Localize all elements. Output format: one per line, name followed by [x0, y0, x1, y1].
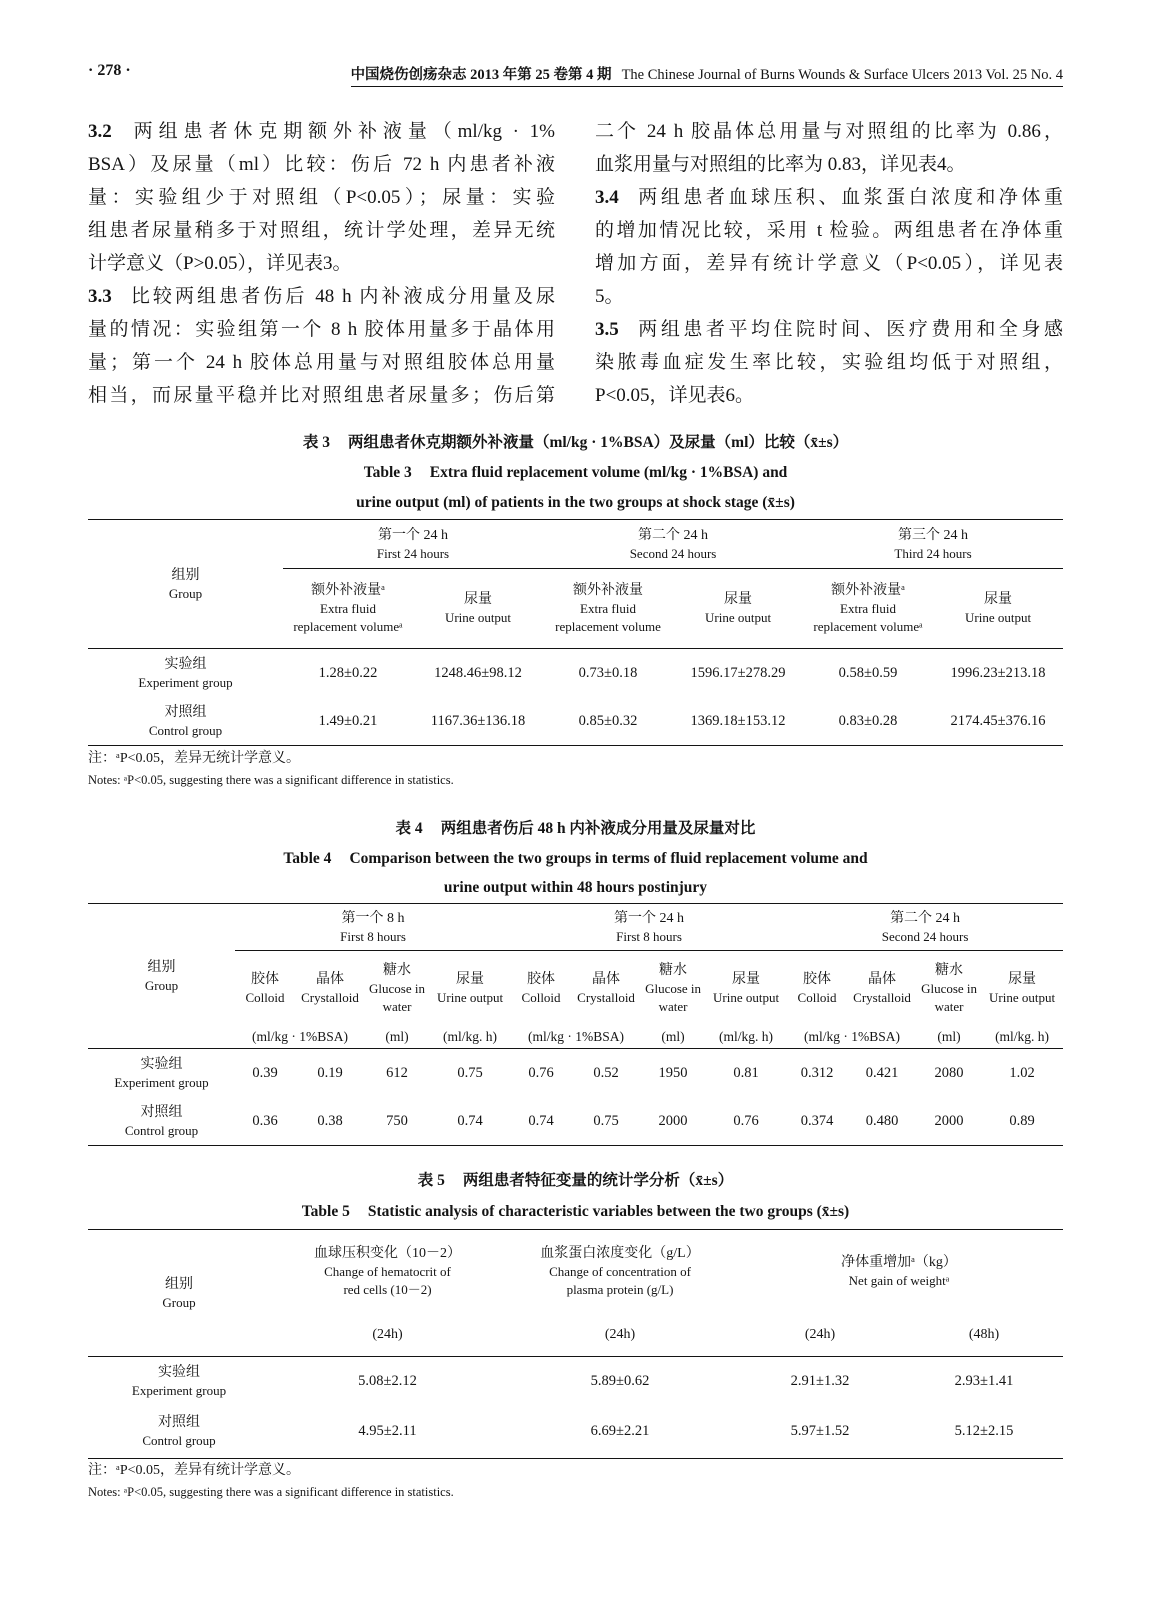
caption-label: 表 5	[417, 1172, 445, 1189]
time-label: (24h)	[505, 1314, 735, 1357]
caption-en	[88, 458, 1063, 488]
table-cell: 1.28±0.22	[318, 664, 378, 681]
body-line	[88, 280, 555, 313]
journal-title	[351, 63, 1063, 87]
table-header-row	[88, 904, 1063, 951]
journal-title-cn: 中国烧伤创疡杂志 2013 年第 25 卷第 4 期	[350, 67, 612, 83]
column-header-cn: 尿量	[456, 971, 485, 987]
group-header-cn: 组别	[147, 959, 176, 975]
table-subheader-row	[88, 951, 1063, 1026]
column-header-cn: 晶体	[868, 971, 897, 987]
body-text: 两组患者血球压积、血浆蛋白浓度和净体重	[634, 187, 1063, 208]
body-line	[595, 181, 1063, 214]
column-header-en: Urine output	[444, 610, 512, 625]
unit-label: (ml/kg · 1%BSA)	[235, 1026, 365, 1049]
table-cell: 0.312	[800, 1064, 834, 1081]
body-text: BSA）及尿量（ml）比较：伤后 72 h 内患者补液	[88, 154, 555, 175]
table-cell: 5.89±0.62	[590, 1372, 650, 1389]
table-cell: 0.89	[1009, 1112, 1035, 1129]
body-line	[595, 148, 1063, 181]
unit-label: (ml)	[917, 1026, 981, 1049]
period-en: Second 24 hours	[881, 928, 969, 944]
period-header	[543, 520, 803, 569]
caption-cn	[88, 1165, 1063, 1196]
column-header	[235, 951, 295, 1026]
column-header-cn: 糖水	[659, 962, 688, 978]
table-cell: 0.52	[593, 1064, 619, 1081]
group-cn: 对照组	[164, 704, 207, 720]
unit-label: (ml/kg. h)	[705, 1026, 787, 1049]
column-header	[933, 569, 1063, 649]
caption-title: 两组患者休克期额外补液量（ml/kg · 1%BSA）及尿量（ml）比较（x̄±s）	[347, 434, 849, 451]
section-number: 3.5	[595, 319, 619, 340]
unit-label: (ml/kg. h)	[981, 1026, 1063, 1049]
table-cell: 5.08±2.12	[358, 1372, 417, 1389]
note-cn: 注：ᵃP<0.05，差异无统计学意义。	[88, 751, 301, 766]
table-row	[88, 1357, 1063, 1406]
body-line	[595, 313, 1063, 346]
column-header-en: plasma protein (g/L)	[566, 1282, 674, 1298]
group-cell	[88, 649, 283, 698]
caption-cn	[88, 428, 1063, 458]
body-text: 两组患者平均住院时间、医疗费用和全身感	[634, 319, 1063, 340]
body-line	[595, 346, 1063, 379]
table-cell: 0.85±0.32	[578, 712, 638, 729]
table-cell: 2000	[658, 1112, 688, 1129]
table-cell: 2174.45±376.16	[950, 712, 1046, 729]
table-cell: 1.49±0.21	[318, 712, 378, 729]
caption-label: Table 5	[301, 1203, 350, 1220]
body-text: 计学意义（P>0.05），详见表3。	[88, 253, 352, 274]
column-header	[917, 951, 981, 1026]
period-en: First 8 hours	[340, 928, 406, 944]
body-line	[88, 247, 555, 280]
body-line	[88, 115, 555, 148]
column-header-en: Extra fluid	[580, 601, 636, 616]
table-cell: 1996.23±213.18	[950, 664, 1046, 681]
column-header-en: Crystalloid	[853, 989, 911, 1005]
column-header-en: Extra fluid	[840, 601, 897, 616]
period-cn: 第一个 24 h	[614, 910, 685, 926]
column-header	[429, 951, 511, 1026]
column-header-en: Urine output	[704, 610, 772, 625]
period-cn: 第一个 8 h	[341, 910, 405, 926]
column-header	[803, 569, 933, 649]
caption-en-continued: urine output within 48 hours postinjury	[443, 879, 708, 896]
column-header	[787, 951, 847, 1026]
unit-label: (ml)	[365, 1026, 429, 1049]
caption-en-continued: urine output (ml) of patients in the two groups at shock stage (x̄±s)	[356, 494, 795, 511]
caption-cn	[88, 814, 1063, 844]
body-line	[595, 280, 1063, 313]
period-cn: 第一个 24 h	[378, 527, 448, 543]
table-cell: 0.38	[317, 1112, 343, 1129]
caption-en	[88, 844, 1063, 874]
group-en: Control group	[142, 1433, 216, 1449]
unit-label: (ml/kg. h)	[429, 1026, 511, 1049]
table-cell: 1167.36±136.18	[430, 712, 526, 729]
table-4-caption	[88, 814, 1063, 902]
column-header-en: red cells (10－2)	[343, 1282, 432, 1298]
table-cell: 1369.18±153.12	[690, 712, 786, 729]
caption-label: Table 4	[283, 850, 332, 867]
period-header	[283, 520, 543, 569]
period-header	[787, 904, 1063, 951]
caption-title: 两组患者伤后 48 h 内补液成分用量及尿量对比	[440, 820, 756, 837]
column-header-cn: 胶体	[527, 971, 556, 987]
section-number: 3.2	[88, 121, 112, 142]
column-header-en: replacement volumeᵃ	[293, 619, 403, 634]
body-line	[88, 313, 555, 346]
group-cn: 对照组	[158, 1415, 200, 1431]
table-3-notes	[88, 748, 1063, 790]
body-right-column	[595, 115, 1063, 412]
table-cell: 4.95±2.11	[358, 1423, 417, 1440]
period-en: First 8 hours	[616, 928, 682, 944]
caption-title: Statistic analysis of characteristic variables between the two groups (x̄±s)	[367, 1203, 850, 1220]
body-text: 组患者尿量稍多于对照组，统计学处理，差异无统	[88, 220, 555, 241]
body-line	[595, 214, 1063, 247]
body-line	[88, 379, 555, 412]
note-en: Notes: ᵃP<0.05, suggesting there was a significant difference in statistics.	[88, 773, 454, 787]
group-cn: 实验组	[158, 1364, 200, 1380]
column-header-en: Colloid	[797, 989, 837, 1005]
section-number: 3.3	[88, 286, 112, 307]
body-line	[88, 214, 555, 247]
column-header	[365, 951, 429, 1026]
group-en: Experiment group	[131, 1382, 227, 1398]
column-header	[571, 951, 641, 1026]
body-line	[88, 346, 555, 379]
table-cell: 1.02	[1009, 1064, 1035, 1081]
table-cell: 0.58±0.59	[838, 664, 898, 681]
table-cell: 612	[386, 1064, 408, 1081]
table-header-row	[88, 520, 1063, 569]
period-cn: 第二个 24 h	[638, 527, 709, 543]
caption-label: 表 4	[395, 820, 423, 837]
table-header-row	[88, 1230, 1063, 1314]
column-header-en: replacement volume	[555, 619, 661, 634]
table-row	[88, 1406, 1063, 1459]
caption-title: Comparison between the two groups in terms of fluid replacement volume and	[349, 850, 868, 867]
body-text: 量：实验组少于对照组（P<0.05）；尿量：实验	[88, 187, 555, 208]
page-header	[88, 60, 1063, 88]
body-text: 比较两组患者伤后 48 h 内补液成分用量及尿	[127, 286, 555, 307]
body-left-column	[88, 115, 555, 412]
column-header-en: Glucose in water	[921, 980, 978, 1014]
body-text: 二个 24 h 胶晶体总用量与对照组的比率为 0.86，	[595, 121, 1063, 142]
group-header-cell	[88, 520, 283, 649]
table-cell: 1596.17±278.29	[690, 664, 786, 681]
column-header-en: replacement volumeᵃ	[813, 619, 923, 634]
table-row	[88, 698, 1063, 746]
column-header-en: Change of concentration of	[549, 1264, 691, 1280]
group-header-en: Group	[162, 1294, 196, 1310]
period-header	[803, 520, 1063, 569]
caption-title: 两组患者特征变量的统计学分析（x̄±s）	[462, 1172, 734, 1189]
column-header-cn: 晶体	[316, 971, 344, 987]
body-text: 量的情况：实验组第一个 8 h 胶体用量多于晶体用	[88, 319, 555, 340]
column-header-cn: 糖水	[383, 962, 411, 978]
page-number: · 278 ·	[88, 62, 131, 79]
period-cn: 第二个 24 h	[890, 910, 961, 926]
table-cell: 0.480	[865, 1112, 899, 1129]
column-header-en: Change of hematocrit of	[324, 1264, 451, 1280]
group-cn: 实验组	[164, 656, 207, 672]
table-cell: 1950	[658, 1064, 688, 1081]
column-header	[847, 951, 917, 1026]
unit-label: (ml/kg · 1%BSA)	[787, 1026, 917, 1049]
table-cell: 750	[386, 1112, 408, 1129]
group-cell	[88, 698, 283, 746]
column-header	[735, 1230, 1063, 1314]
table-cell: 0.74	[528, 1112, 554, 1129]
group-en: Control group	[124, 1122, 199, 1138]
column-header-cn: 血浆蛋白浓度变化（g/L）	[540, 1246, 700, 1262]
body-line	[88, 181, 555, 214]
column-header-cn: 额外补液量ᵃ	[311, 583, 385, 598]
table-cell: 2080	[934, 1064, 964, 1081]
table-cell: 0.39	[252, 1064, 278, 1081]
table-cell: 2.93±1.41	[954, 1372, 1014, 1389]
column-header-cn: 血球压积变化（10－2）	[314, 1246, 461, 1262]
table-row	[88, 1049, 1063, 1098]
note-cn: 注：ᵃP<0.05，差异有统计学意义。	[88, 1463, 301, 1478]
body-text: 量；第一个 24 h 胶体总用量与对照组胶体总用量	[88, 352, 555, 373]
group-cell	[88, 1357, 270, 1406]
table-cell: 5.97±1.52	[790, 1423, 850, 1440]
group-cn: 对照组	[140, 1104, 183, 1120]
body-text: P<0.05，详见表6。	[595, 385, 755, 406]
group-header-cn: 组别	[171, 567, 200, 583]
column-header-cn: 胶体	[251, 971, 279, 987]
table-cell: 0.36	[252, 1112, 278, 1129]
column-header-en: Colloid	[245, 989, 285, 1005]
column-header	[295, 951, 365, 1026]
column-header-en: Extra fluid	[320, 601, 376, 616]
column-header-en: Net gain of weightᵃ	[848, 1273, 950, 1289]
journal-title-en: The Chinese Journal of Burns Wounds & Surface Ulcers 2013 Vol. 25 No. 4	[621, 67, 1063, 83]
group-cell	[88, 1406, 270, 1459]
period-header	[511, 904, 787, 951]
table-cell: 5.12±2.15	[954, 1423, 1014, 1440]
group-header-cell	[88, 1230, 270, 1357]
column-header-en: Urine output	[713, 989, 780, 1005]
column-header-cn: 尿量	[1008, 971, 1037, 987]
table-cell: 2000	[934, 1112, 964, 1129]
group-header-en: Group	[144, 977, 179, 993]
body-line	[88, 148, 555, 181]
column-header	[413, 569, 543, 649]
body-text: 相当，而尿量平稳并比对照组患者尿量多；伤后第	[88, 385, 555, 406]
column-header-cn: 尿量	[724, 592, 753, 607]
table-cell: 0.421	[865, 1064, 899, 1081]
body-text: 增加方面，差异有统计学意义（P<0.05），详见表	[595, 253, 1063, 274]
table-3-caption	[88, 428, 1063, 518]
caption-label: 表 3	[302, 434, 330, 451]
period-en: Second 24 hours	[629, 545, 717, 561]
table-5-notes	[88, 1460, 1063, 1502]
column-header	[270, 1230, 505, 1314]
unit-label: (ml/kg · 1%BSA)	[511, 1026, 641, 1049]
column-header-cn: 尿量	[464, 592, 492, 607]
column-header-cn: 胶体	[803, 971, 832, 987]
table-cell: 0.81	[733, 1064, 759, 1081]
table-cell: 1248.46±98.12	[434, 664, 522, 681]
table-row	[88, 1098, 1063, 1146]
time-label: (24h)	[270, 1314, 505, 1357]
table-3	[88, 519, 1063, 746]
body-line	[595, 115, 1063, 148]
column-header-en: Crystalloid	[301, 989, 359, 1005]
column-header-cn: 尿量	[984, 592, 1013, 607]
column-header-cn: 晶体	[592, 971, 621, 987]
column-header	[283, 569, 413, 649]
column-header	[981, 951, 1063, 1026]
column-header-cn: 净体重增加ᵃ（kg）	[841, 1255, 957, 1271]
column-header-cn: 尿量	[732, 971, 761, 987]
column-header-cn: 糖水	[935, 962, 964, 978]
table-cell: 0.83±0.28	[838, 712, 898, 729]
column-header	[641, 951, 705, 1026]
table-cell: 0.75	[593, 1112, 619, 1129]
column-header	[543, 569, 673, 649]
note-en: Notes: ᵃP<0.05, suggesting there was a significant difference in statistics.	[88, 1485, 454, 1499]
table-cell: 2.91±1.32	[790, 1372, 850, 1389]
table-cell: 0.19	[317, 1064, 343, 1081]
table-cell: 0.75	[457, 1064, 483, 1081]
column-header-en: Glucose in water	[645, 980, 702, 1014]
column-header-en: Glucose in water	[369, 980, 425, 1014]
section-number: 3.4	[595, 187, 619, 208]
table-cell: 0.76	[528, 1064, 554, 1081]
table-cell: 0.374	[800, 1112, 834, 1129]
table-cell: 6.69±2.21	[590, 1423, 650, 1440]
table-cell: 0.76	[733, 1112, 759, 1129]
table-4	[88, 903, 1063, 1146]
group-header-cell	[88, 904, 235, 1049]
body-text: 的增加情况比较，采用 t 检验。两组患者在净体重	[595, 220, 1063, 241]
column-header	[705, 951, 787, 1026]
body-text: 两组患者休克期额外补液量（ml/kg · 1%	[127, 121, 555, 142]
column-header-en: Urine output	[989, 989, 1056, 1005]
table-5-caption	[88, 1165, 1063, 1227]
table-row	[88, 649, 1063, 698]
group-en: Experiment group	[138, 674, 233, 690]
group-en: Experiment group	[114, 1074, 209, 1090]
column-header	[511, 951, 571, 1026]
group-en: Control group	[148, 722, 223, 738]
body-text: 染脓毒血症发生率比较，实验组均低于对照组，	[595, 352, 1063, 373]
unit-label: (ml)	[641, 1026, 705, 1049]
table-5	[88, 1229, 1063, 1459]
period-en: Third 24 hours	[894, 545, 972, 561]
column-header	[673, 569, 803, 649]
group-header-cn: 组别	[165, 1276, 193, 1292]
time-label: (24h)	[735, 1314, 905, 1357]
period-en: First 24 hours	[376, 545, 450, 561]
column-header-en: Urine output	[964, 610, 1032, 625]
group-cn: 实验组	[140, 1056, 183, 1072]
table-units-row	[88, 1026, 1063, 1049]
group-cell	[88, 1098, 235, 1146]
period-header	[235, 904, 511, 951]
group-header-en: Group	[168, 585, 203, 601]
body-text: 5。	[595, 286, 624, 307]
period-cn: 第三个 24 h	[898, 527, 969, 543]
time-label: (48h)	[905, 1314, 1063, 1357]
column-header-cn: 额外补液量	[573, 583, 644, 598]
body-text: 血浆用量与对照组的比率为 0.83，详见表4。	[595, 154, 966, 175]
table-cell: 0.74	[457, 1112, 483, 1129]
caption-label: Table 3	[363, 464, 412, 481]
body-line	[595, 379, 1063, 412]
column-header	[505, 1230, 735, 1314]
column-header-en: Colloid	[521, 989, 561, 1005]
column-header-en: Crystalloid	[577, 989, 635, 1005]
caption-title: Extra fluid replacement volume (ml/kg · 1%BSA) and	[429, 464, 788, 481]
column-header-en: Urine output	[436, 989, 504, 1005]
table-cell: 0.73±0.18	[578, 664, 638, 681]
caption-en	[88, 1196, 1063, 1227]
group-cell	[88, 1049, 235, 1098]
body-line	[595, 247, 1063, 280]
column-header-cn: 额外补液量ᵃ	[831, 583, 905, 598]
